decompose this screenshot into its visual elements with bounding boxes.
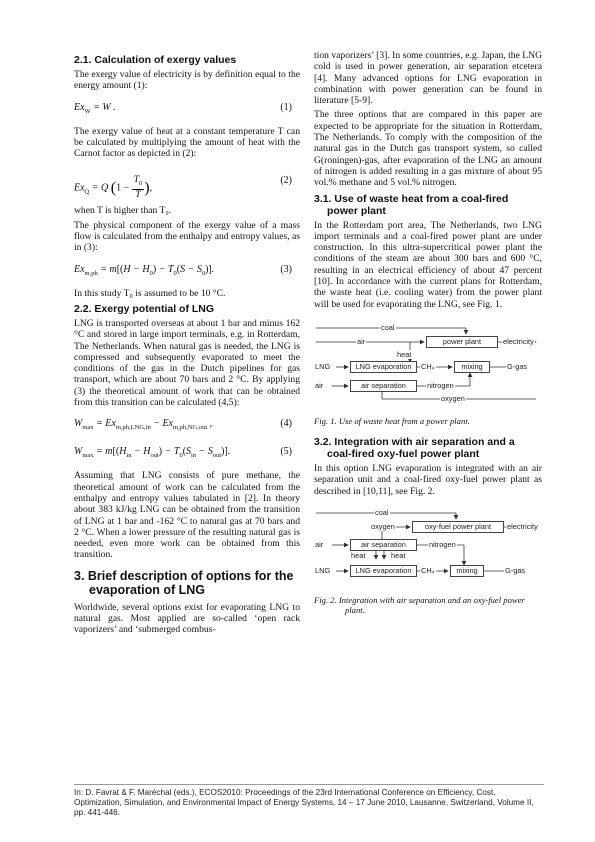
- fig1-lng-evaporation-box: LNG evaporation: [350, 361, 417, 373]
- equation-number: (5): [280, 446, 292, 458]
- left-column: [74, 50, 300, 639]
- equation-number: (1): [280, 101, 292, 113]
- fig2-electricity-label: electricity: [507, 521, 538, 531]
- figure-2-diagram: [314, 507, 542, 591]
- fig1-g-gas-label: G-gas: [507, 361, 528, 371]
- fig1-electricity-label: electricity: [503, 336, 534, 346]
- equation-2: $Ex_Q = Q$ (1 − $\frac{T_0}{T}$ ), (2): [74, 175, 292, 201]
- fig1-oxygen-label: oxygen: [441, 393, 465, 403]
- fig1-air-label: air: [357, 336, 366, 346]
- fig1-lng-label: LNG: [315, 361, 331, 371]
- section-2-2-heading: 2.2. Exergy potential of LNG: [74, 302, 215, 315]
- equation-number: (3): [280, 263, 292, 275]
- fig2-lng-label: LNG: [315, 565, 331, 575]
- fig1-ch4-label: CH₄: [421, 361, 435, 371]
- fig2-oxy-fuel-plant-box: oxy-fuel power plant: [412, 521, 504, 533]
- fig2-heat-label-1: heat: [351, 550, 366, 560]
- fig1-mixing-box: mixing: [454, 361, 490, 373]
- section-3-1-heading: 3.1. Use of waste heat from a coal-fired power plant: [314, 192, 509, 217]
- paragraph: The physical component of the exergy value of a mass flow is calculated from the enthalpy and entropy values, as in (3):: [74, 219, 300, 254]
- equation-4: $W_{max} = Ex_{m,ph,LNG,in} - Ex_{m,ph,NG,out}$ , (4): [74, 418, 292, 432]
- section-3-heading: 3. Brief description of options for the evaporation of LNG: [74, 568, 294, 598]
- fig1-nitrogen-label: nitrogen: [427, 380, 454, 390]
- section-3-2-heading: 3.2. Integration with air separation and a coal-fired oxy-fuel power plant: [314, 435, 515, 460]
- equation-3: $Ex_{m,ph} = m[(H - H_0) - T_0(S - S_0)]$. (3): [74, 263, 292, 277]
- fig1-heat-label: heat: [397, 349, 412, 359]
- equation-5: $W_{max} = m[(H_{in} - H_{out}) - T_0(S_{in} - S_{out})]$. (5): [74, 446, 292, 460]
- fig1-air-separation-box: air separation: [350, 380, 417, 392]
- equation-number: (4): [280, 418, 292, 430]
- paragraph: In the Rotterdam port area, The Netherlands, two LNG import terminals and a coal-fired power plant are under construction. In this ultra-supercritical power plant the conditions of the steam are about 300 bars and 600 °C, resulting in an electrical efficiency of about 47 percent [10]. In accordance with the current plans for Rotterdam, the waste heat (i.e. cooling water) from the power plant will be used for evaporating the LNG, see Fig. 1.: [314, 219, 542, 310]
- figure-2-connectors: [314, 507, 542, 591]
- fig2-nitrogen-label: nitrogen: [429, 539, 456, 549]
- figure-1-caption: Fig. 1. Use of waste heat from a power plant.: [314, 415, 470, 426]
- section-2-1-heading: 2.1. Calculation of exergy values: [74, 54, 237, 66]
- fig2-coal-label: coal: [375, 507, 389, 517]
- fig1-power-plant-box: power plant: [426, 336, 498, 348]
- fig2-oxygen-label: oxygen: [371, 521, 395, 531]
- fig1-air-label-2: air: [315, 380, 324, 390]
- paragraph: The three options that are compared in this paper are expected to be appropriate for the situation in Rotterdam, The Netherlands. To comply with the composition of the natural gas in the Dutch gas transport system, so called G(roningen)-gas, after evaporation of the LNG an amount of nitrogen is added resulting in a gas mixture of about 95 vol.% methane and 5 vol.% nitrogen.: [314, 109, 542, 189]
- paragraph: The exergy value of electricity is by definition equal to the energy amount (1):: [74, 69, 300, 92]
- figure-2-caption: Fig. 2. Integration with air separation and an oxy-fuel power plant.: [314, 594, 525, 615]
- paragraph: Worldwide, several options exist for evaporating LNG to natural gas. Most applied are so-called ‘open rack vaporizers’ and ‘submerged combus-: [74, 601, 300, 636]
- paragraph: The exergy value of heat at a constant temperature T can be calculated by multiplying the amount of heat with the Carnot factor as depicted in (2):: [74, 125, 300, 160]
- fig2-air-label: air: [315, 539, 324, 549]
- fig2-mixing-box: mixing: [450, 565, 484, 577]
- equation-number: (2): [280, 175, 292, 187]
- figure-1-diagram: [314, 322, 542, 412]
- fig2-lng-evaporation-box: LNG evaporation: [350, 565, 417, 577]
- paragraph: tion vaporizers’ [3]. In some countries, e.g. Japan, the LNG cold is used in power generation, air separation etcetera [4]. Many advanced options for LNG evaporation in combination with power generation can be found in literature [5-9].: [314, 50, 542, 107]
- paragraph: LNG is transported overseas at about 1 bar and minus 162 °C and stored in large import terminals, e.g. in Rotterdam, The Netherlands. When natural gas is needed, the LNG is compressed and subsequently evaporated to meet the conditions of the gas in the Dutch pipelines for gas transport, which are about 70 bars and 2 °C. By applying (3) the theoretical amount of work that can be obtained from this transition can be calculated (4,5):: [74, 317, 300, 409]
- fig2-heat-label-2: heat: [391, 550, 406, 560]
- fig2-ch4-label: CH₄: [421, 565, 435, 575]
- equation-1: $Ex_W = W$ . (1): [74, 101, 292, 115]
- right-column: [314, 50, 542, 615]
- page-footer: In: D. Favrat & F. Maréchal (eds.), ECOS2010: Proceedings of the 23rd International Conference on Efficiency, Cost, Optimization, Simulation, and Environmental Impact of Energy Systems, 14 – 17 June 2010, Lausanne, Switzerland, Volume II, pp. 441-446.: [74, 784, 544, 818]
- fig1-coal-label: coal: [381, 322, 395, 332]
- paragraph: In this study T₀ is assumed to be 10 °C.: [74, 287, 226, 299]
- fig2-air-separation-box: air separation: [350, 539, 417, 551]
- paragraph: Assuming that LNG consists of pure methane, the theoretical amount of work can be calculated from the enthalpy and entropy values tabulated in [2]. In theory about 383 kJ/kg LNG can be obtained from the transition of LNG at 1 bar and -162 °C to natural gas at 70 bars and 2 °C. When a lower pressure of the resulting natural gas is needed, even more work can be obtained from this transition.: [74, 470, 300, 561]
- paragraph: when T is higher than T₀.: [74, 205, 172, 217]
- fig2-g-gas-label: G-gas: [505, 565, 526, 575]
- paragraph: In this option LNG evaporation is integrated with an air separation unit and a coal-fired oxy-fuel power plant as described in [10,11], see Fig. 2.: [314, 462, 542, 497]
